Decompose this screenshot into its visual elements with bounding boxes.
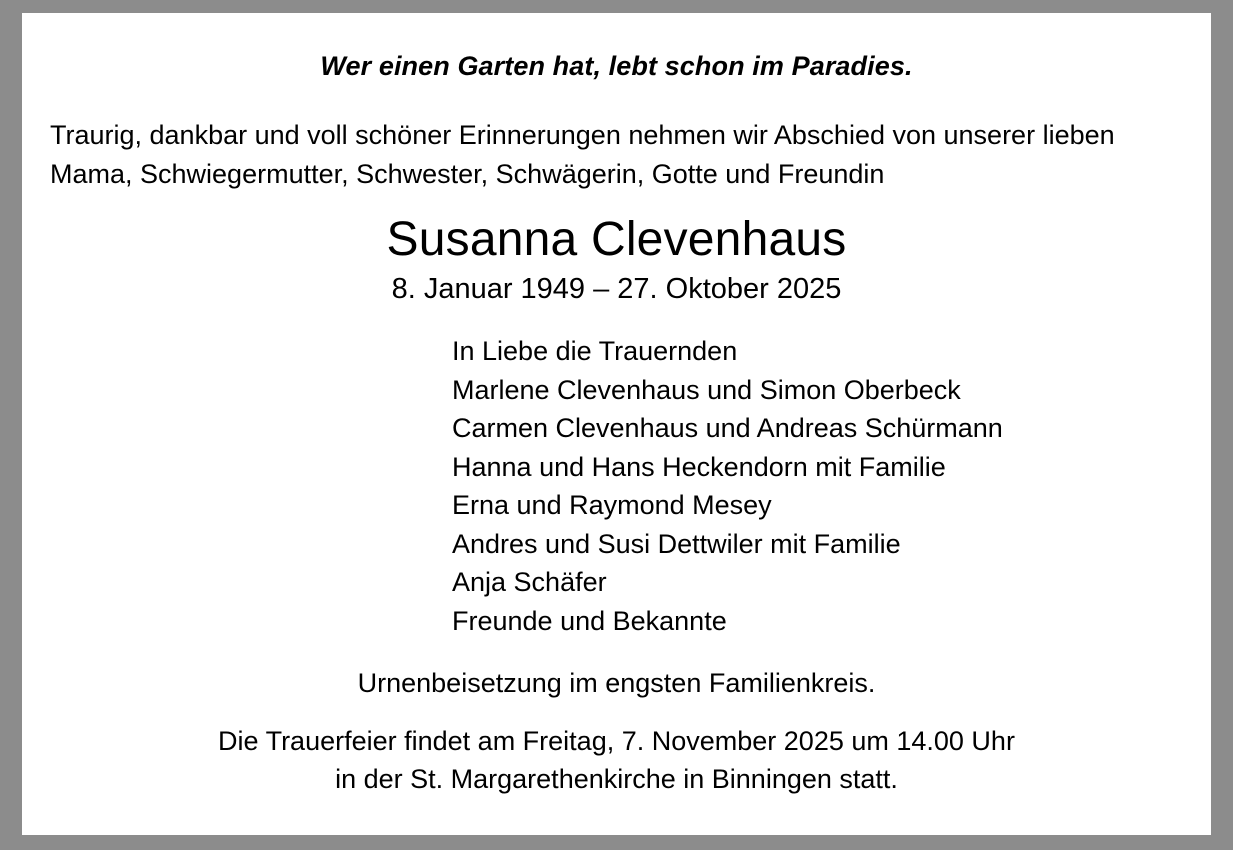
ceremony-details	[36, 722, 1197, 798]
list-item: Marlene Clevenhaus und Simon Oberbeck	[452, 374, 961, 405]
ceremony-line-2: in der St. Margarethenkirche in Binningen statt.	[335, 764, 898, 794]
intro-paragraph: Traurig, dankbar und voll schöner Erinnerungen nehmen wir Abschied von unserer lieben Mama, Schwiegermutter, Schwester, Schwägerin, Gotte und Freundin	[50, 120, 1115, 189]
ceremony-line-1: Die Trauerfeier findet am Freitag, 7. November 2025 um 14.00 Uhr	[218, 726, 1015, 756]
epigraph-quote: Wer einen Garten hat, lebt schon im Paradies.	[320, 51, 913, 81]
mourners-list	[36, 332, 1197, 640]
obituary-card	[22, 13, 1211, 835]
life-dates: 8. Januar 1949 – 27. Oktober 2025	[391, 273, 842, 305]
mourners-heading: In Liebe die Trauernden	[452, 336, 738, 366]
list-item: Anja Schäfer	[452, 567, 607, 597]
deceased-name: Susanna Clevenhaus	[386, 213, 847, 266]
obituary-content	[36, 13, 1197, 835]
list-item: Andres und Susi Dettwiler mit Familie	[452, 528, 901, 559]
list-item: Freunde und Bekannte	[452, 605, 727, 636]
list-item: Hanna und Hans Heckendorn mit Familie	[452, 451, 946, 482]
list-item: Erna und Raymond Mesey	[452, 490, 772, 520]
list-item: Carmen Clevenhaus und Andreas Schürmann	[452, 413, 1003, 443]
burial-note: Urnenbeisetzung im engsten Familienkreis.	[357, 668, 876, 698]
